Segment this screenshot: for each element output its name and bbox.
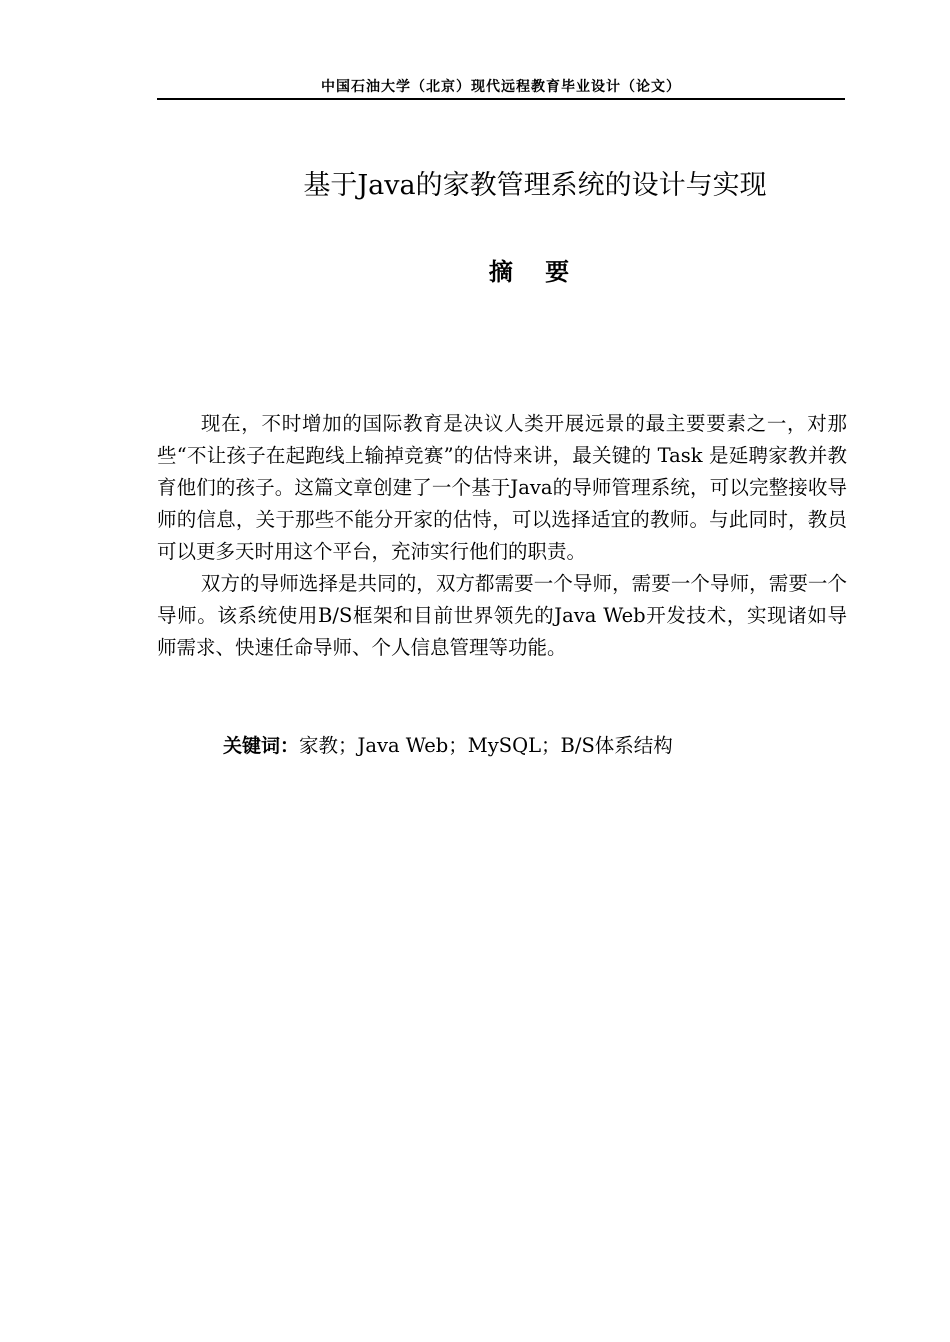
running-header: 中国石油大学（北京）现代远程教育毕业设计（论文） [321, 79, 681, 95]
abstract-paragraph: 双方的导师选择是共同的，双方都需要一个导师，需要一个导师，需要一个导师。该系统使用B/S框架和目前世界领先的Java Web开发技术，实现诸如导师需求、快速任命导师、个人信息管理等功能。 [157, 572, 847, 659]
abstract-paragraph: 现在，不时增加的国际教育是决议人类开展远景的最主要要素之一，对那些“不让孩子在起跑线上输掉竞赛”的估恃来讲，最关键的 Task 是延聘家教并教育他们的孩子。这篇文章创建了一个基于Java的导师管理系统，可以完整接收导师的信息，关于那些不能分开家的估恃，可以选择适宜的教师。与此同时，教员可以更多天时用这个平台，充沛实行他们的职责。 [157, 412, 847, 563]
header-rule [157, 98, 845, 100]
keywords-line [223, 730, 843, 762]
abstract-body [157, 408, 847, 664]
keywords-label: 关键词： [223, 735, 300, 757]
document-title: 基于Java的家教管理系统的设计与实现 [303, 170, 767, 201]
keywords-value: 家教；Java Web；MySQL；B/S体系结构 [299, 734, 673, 757]
abstract-heading: 摘 要 [488, 258, 582, 286]
